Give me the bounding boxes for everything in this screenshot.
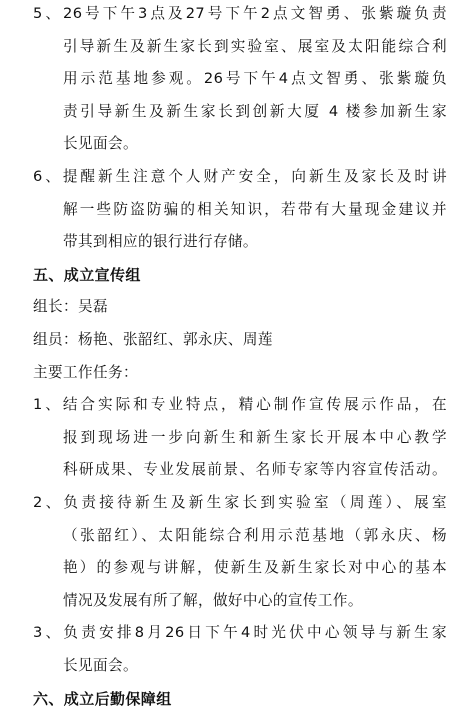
paragraph-line: （张韶红）、太阳能综合利用示范基地（郭永庆、杨: [63, 526, 447, 544]
paragraph-line: 带其到相应的银行进行存储。: [63, 233, 258, 251]
paragraph-line: 报到现场进一步向新生和新生家长开展本中心教学: [63, 428, 447, 446]
paragraph-line: 长见面会。: [63, 657, 138, 674]
paragraph-line: 长见面会。: [63, 135, 138, 153]
paragraph-line: 艳）的参观与讲解，使新生及新生家长对中心的基本: [63, 559, 447, 577]
paragraph-line: 5、26号下午3点及27号下午2点文智勇、张紫璇负责: [33, 5, 447, 22]
paragraph-line: 用示范基地参观。26号下午4点文智勇、张紫璇负: [63, 70, 447, 88]
paragraph-line: 科研成果、专业发展前景、名师专家等内容宣传活动。: [63, 461, 447, 479]
section-heading: 六、成立后勤保障组: [33, 689, 172, 708]
paragraph-line: 情况及发展有所了解，做好中心的宣传工作。: [63, 591, 363, 609]
section-heading: 五、成立宣传组: [33, 265, 141, 284]
group-members-line: 组员：杨艳、张韶红、郭永庆、周莲: [33, 331, 273, 348]
paragraph-line: 引导新生及新生家长到实验室、展室及太阳能综合利: [63, 37, 447, 55]
paragraph-line: 3、负责安排8月26日下午4时光伏中心领导与新生家: [33, 624, 447, 642]
paragraph-line: 解一些防盗防骗的相关知识，若带有大量现金建议并: [63, 200, 447, 218]
tasks-label: 主要工作任务：: [33, 363, 138, 381]
paragraph-line: 1、结合实际和专业特点，精心制作宣传展示作品，在: [33, 396, 447, 414]
group-leader-line: 组长：吴磊: [33, 298, 108, 316]
paragraph-line: 2、负责接待新生及新生家长到实验室（周莲）、展室: [33, 494, 447, 511]
paragraph-line: 责引导新生及新生家长到创新大厦 4 楼参加新生家: [63, 102, 447, 120]
paragraph-line: 6、提醒新生注意个人财产安全，向新生及家长及时讲: [33, 168, 447, 185]
